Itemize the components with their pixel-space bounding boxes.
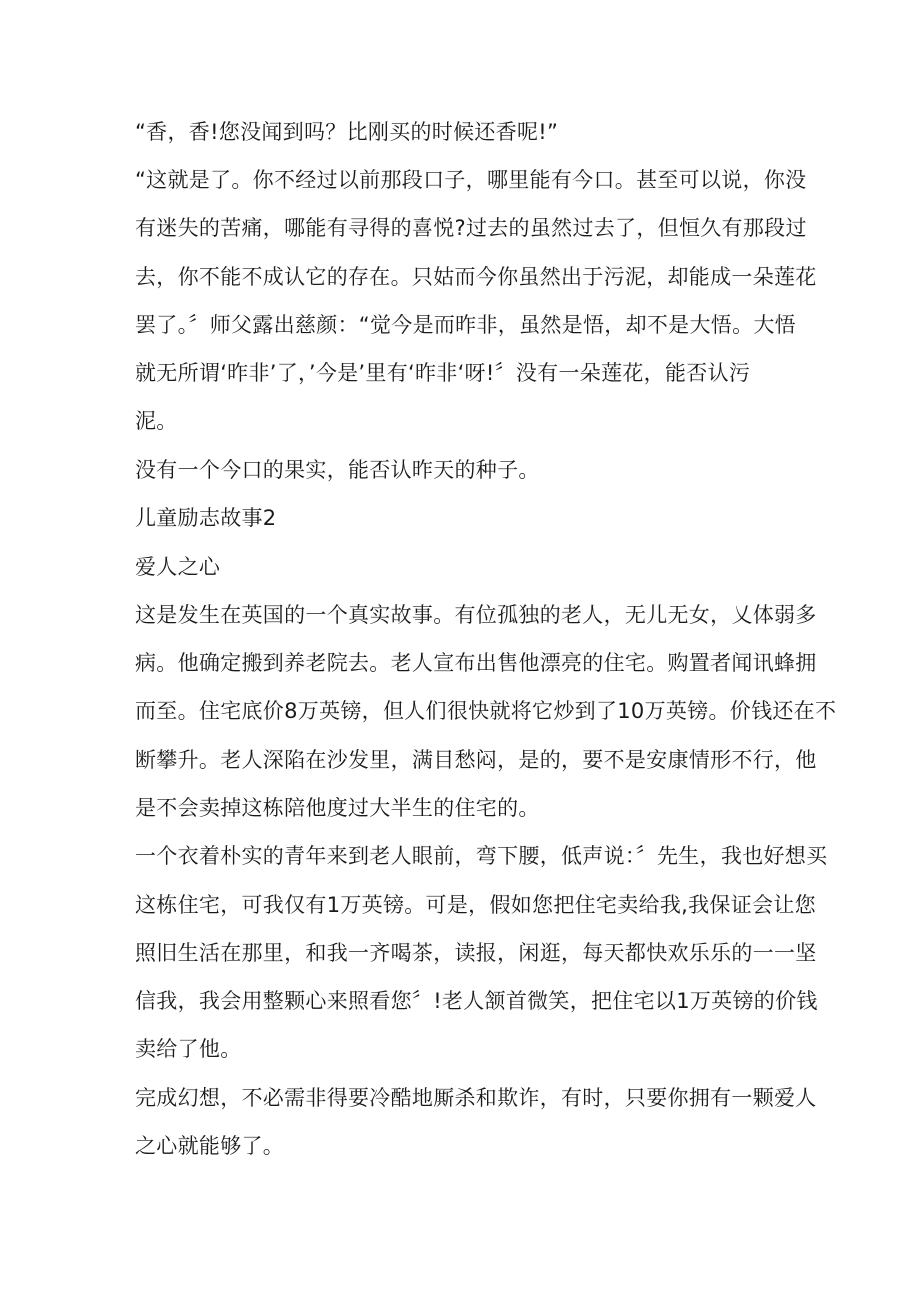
text-line: 卖给了他。	[135, 1037, 242, 1061]
text-line: 就无所谓‘昨非’了，’今是’里有‘昨非‘呀!〞没有一朵莲花，能否认污	[135, 361, 751, 385]
text-line: 有迷失的苦痛，哪能有寻得的喜悦?过去的虽然过去了，但恒久有那段过	[135, 216, 807, 240]
text-line: 泥。	[135, 409, 178, 433]
story-title: 爱人之心	[135, 555, 221, 579]
text-line: 没有一个今口的果实，能否认昨天的种子。	[135, 458, 540, 482]
text-line: 一个衣着朴实的青年来到老人眼前，弯下腰，低声说：〞先生，我也好想买	[135, 844, 828, 868]
text-line: 照旧生活在那里，和我一齐喝茶，读报，闲逛，每天都快欢乐乐的一一坚	[135, 941, 817, 965]
text-line: 这栋住宅，可我仅有1万英镑。可是，假如您把住宅卖给我,我保证会让您	[135, 893, 816, 917]
text-line: 这是发生在英国的一个真实故事。有位孤独的老人，无儿无女，乂体弱多	[135, 603, 817, 627]
section-heading: 儿童励志故事2	[135, 506, 277, 530]
text-line: 信我，我会用整颗心来照看您〞!老人颔首微笑，把住宅以1万英镑的价钱	[135, 989, 818, 1013]
text-line: 是不会卖掉这栋陪他度过大半生的住宅的。	[135, 796, 540, 820]
text-line: 而至。住宅底价8万英镑，但人们很快就将它炒到了10万英镑。价钱还在不	[135, 699, 837, 723]
text-line: 去，你不能不成认它的存在。只姑而今你虽然出于污泥，却能成一朵莲花	[135, 265, 817, 289]
text-line: “这就是了。你不经过以前那段口子，哪里能有今口。甚至可以说，你没	[135, 168, 807, 192]
text-line: “香，香!您没闻到吗？比刚买的时候还香呢!”	[135, 120, 559, 144]
text-line: 病。他确定搬到养老院去。老人宣布出售他漂亮的住宅。购置者闻讯蜂拥	[135, 651, 817, 675]
text-line: 断攀升。老人深陷在沙发里，满目愁闷，是的，要不是安康情形不行，他	[135, 748, 817, 772]
text-line: 罢了。〞师父露出慈颜：“觉今是而昨非，虽然是悟，却不是大悟。大悟	[135, 313, 796, 337]
text-line: 完成幻想，不必需非得要冷酷地厮杀和欺诈，有时，只要你拥有一颗爱人	[135, 1086, 817, 1110]
text-line: 之心就能够了。	[135, 1134, 285, 1158]
